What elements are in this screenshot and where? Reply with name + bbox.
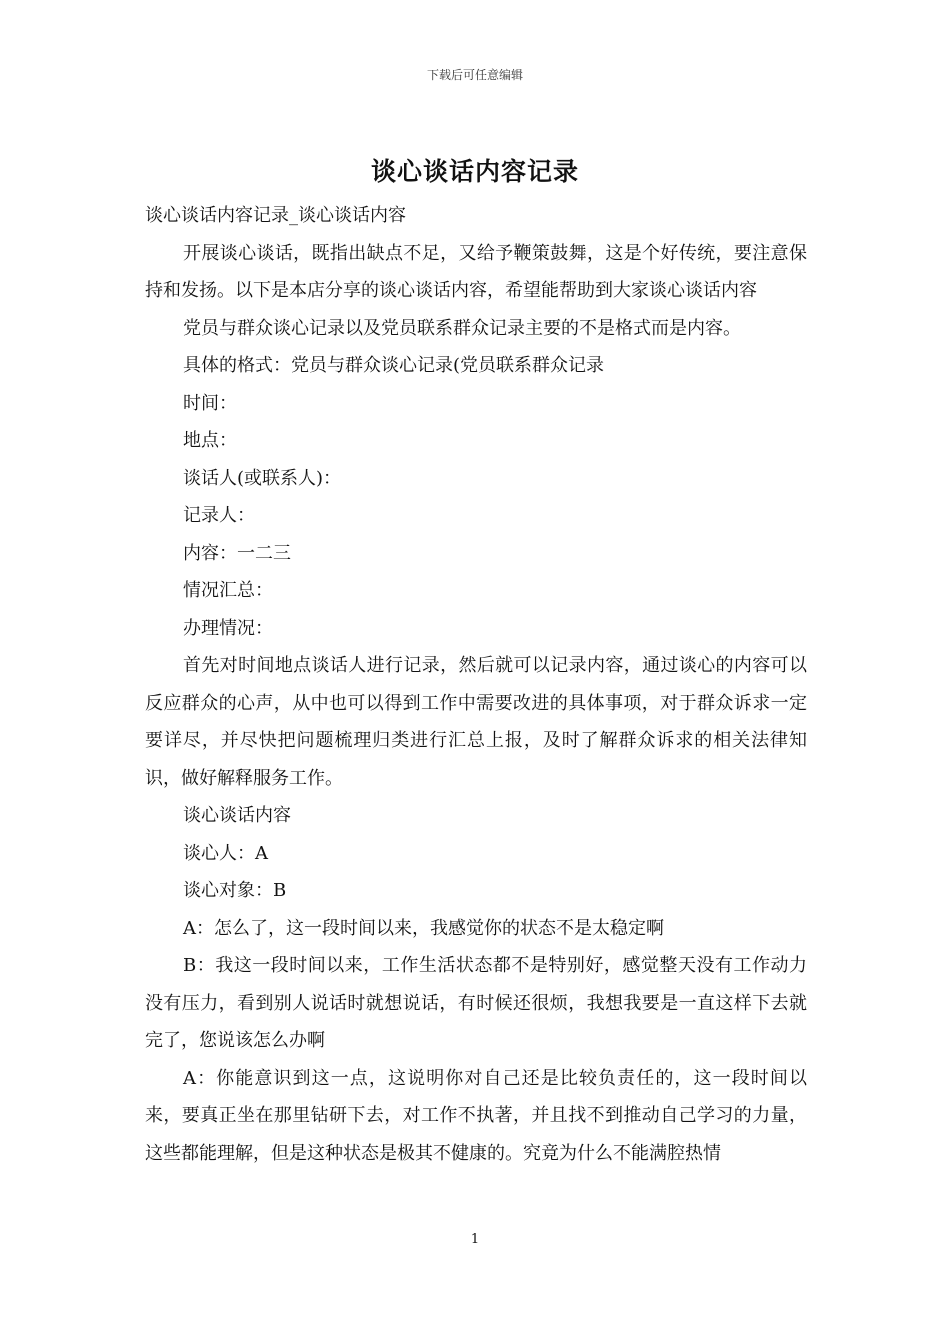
- talk-participant-b: 谈心对象：B: [183, 880, 287, 901]
- talk-participant-a: 谈心人：A: [183, 842, 268, 864]
- document-title: 谈心谈话内容记录: [370, 157, 579, 186]
- field-location: 地点：: [183, 430, 237, 451]
- field-speaker: 谈话人(或联系人)：: [183, 467, 342, 489]
- paragraph-format-note: 党员与群众谈心记录以及党员联系群众记录主要的不是格式而是内容。: [183, 317, 741, 339]
- dialogue-line-a1: A：怎么了，这一段时间以来，我感觉你的状态不是太稳定啊: [183, 917, 664, 939]
- page-number: 1: [470, 1232, 480, 1247]
- field-content: 内容：一二三: [183, 542, 291, 564]
- field-recorder: 记录人：: [183, 505, 255, 526]
- dialogue-line-b1: B：我这一段时间以来，工作生活状态都不是特别好，感觉整天没有工作动力没有压力，看到别人说话时就想说话，有时候还很烦，我想我要是一直这样下去就完了，您说该怎么办啊: [145, 955, 807, 1051]
- dialogue-line-a2: A：你能意识到这一点，这说明你对自己还是比较负责任的，这一段时间以来，要真正坐在那里钻研下去，对工作不执著，并且找不到推动自己学习的力量，这些都能理解，但是这种状态是极其不健康的。究竟为什么不能满腔热情: [145, 1067, 807, 1164]
- paragraph-format-spec: 具体的格式：党员与群众谈心记录(党员联系群众记录: [183, 355, 605, 376]
- field-summary: 情况汇总：: [183, 580, 273, 601]
- field-time: 时间：: [183, 392, 237, 414]
- paragraph-intro: 开展谈心谈话，既指出缺点不足，又给予鞭策鼓舞，这是个好传统，要注意保持和发扬。以下是本店分享的谈心谈话内容，希望能帮助到大家谈心谈话内容: [145, 242, 807, 301]
- paragraph-explanation: 首先对时间地点谈话人进行记录，然后就可以记录内容，通过谈心的内容可以反应群众的心声，从中也可以得到工作中需要改进的具体事项，对于群众诉求一定要详尽，并尽快把问题梳理归类进行汇总上报，及时了解群众诉求的相关法律知识，做好解释服务工作。: [145, 655, 807, 789]
- document-body: [145, 197, 807, 1172]
- field-handling: 办理情况：: [183, 617, 273, 639]
- section-heading-talk-content: 谈心谈话内容: [183, 805, 291, 826]
- document-subtitle: 谈心谈话内容记录_谈心谈话内容: [145, 205, 406, 226]
- page-header: 下载后可任意编辑: [426, 68, 523, 82]
